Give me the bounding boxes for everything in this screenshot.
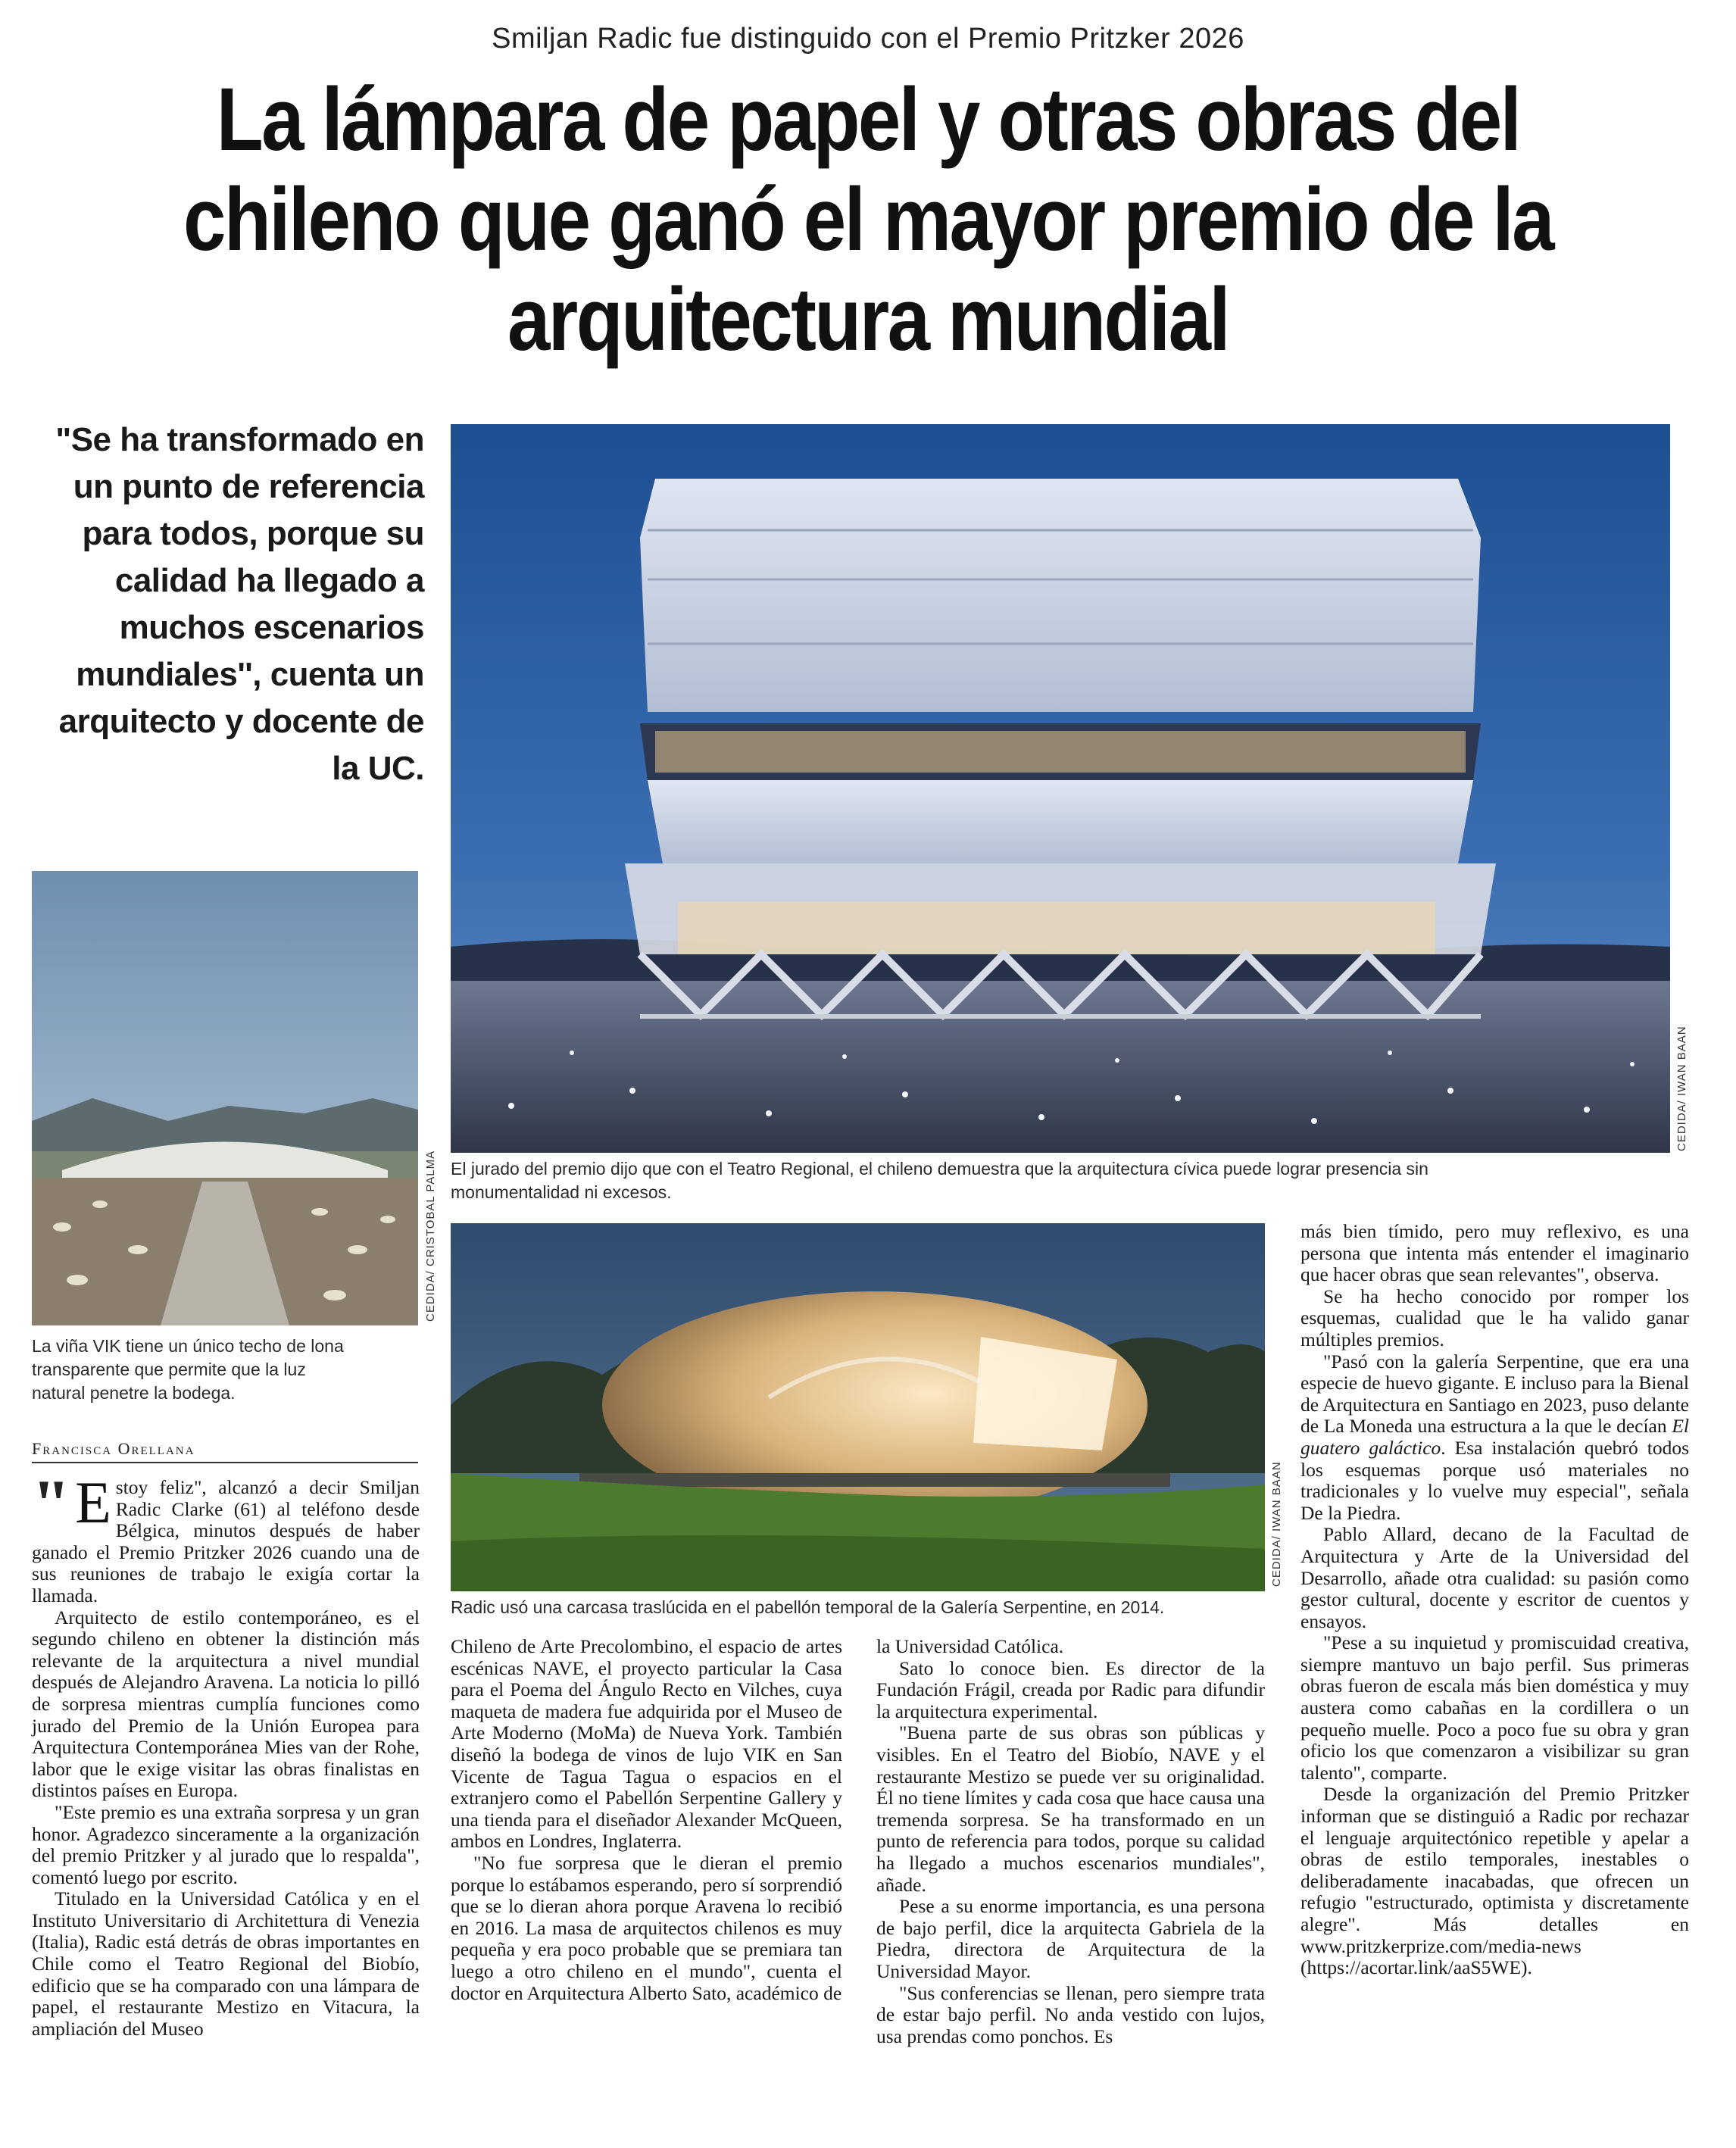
serpentine-photo-caption: Radic usó una carcasa traslúcida en el pabellón temporal de la Galería Serpentine, en 2014. [451, 1597, 1165, 1617]
byline: Francisca Orellana [32, 1439, 418, 1463]
vik-photo-caption: La viña VIK tiene un único techo de lona transparente que permite que la luz natural penetre la bodega. [32, 1336, 344, 1403]
headline: La lámpara de papel y otras obras del chileno que ganó el mayor premio de la arquitectura mundial [183, 70, 1553, 370]
vik-photo-credit: CEDIDA/ CRISTOBAL PALMA [424, 1150, 437, 1322]
paragraph: Arquitecto de estilo contemporáneo, es el segundo chileno en obtener la distinción más relevante de la arquitectura a nivel mundial después de Alejandro Aravena. La noticia lo pilló de sorpresa mientras cumplía funciones como jurado del Premio de la Unión Europea para Arquitectura Contemporánea Mies van der Rohe, labor que le exige visitar las obras finalistas en distintos países en Europa. [32, 1606, 420, 1802]
paragraph: más bien tímido, pero muy reflexivo, es una persona que intenta más entender el imaginario que hacer obras que sean relevantes", observa. [1300, 1220, 1689, 1286]
paragraph: la Universidad Católica. [876, 1635, 1064, 1657]
lead-paragraph: stoy feliz", alcanzó a decir Smiljan Radic Clarke (61) al teléfono desde Bélgica, minutos después de haber ganado el Premio Pritzker 2026 cuando una de sus reuniones de trabajo le exigía cortar la llamada. [32, 1476, 420, 1606]
vik-winery-photo [32, 871, 418, 1325]
serpentine-pavilion-photo [451, 1223, 1265, 1591]
teatro-photo-credit: CEDIDA/ IWAN BAAN [1675, 1026, 1688, 1151]
drop-cap: E [75, 1469, 111, 1535]
paragraph: Pablo Allard, decano de la Facultad de Arquitectura y Arte de la Universidad del Desarrollo, añade otra cualidad: su pasión como gestor cultural, docente y escritor de cuentos y ensayos. [1300, 1523, 1689, 1632]
teatro-regional-photo [451, 424, 1670, 1153]
article-column-4 [1300, 1221, 1689, 1979]
paragraph: "Pasó con la galería Serpentine, que era una especie de huevo gigante. E incluso para la Bienal de Arquitectura en Santiago en 2023, puso delante de La Moneda una estructura a la que le decían El guatero galáctico. Esa instalación quebró todos los esquemas porque usó materiales no tradicionales y lo vuelve muy especial", señala De la Piedra. [1300, 1350, 1689, 1524]
paragraph: "Sus conferencias se llenan, pero siempre trata de estar bajo perfil. No anda vestido con lujos, usa prendas como ponchos. Es [876, 1981, 1265, 2047]
article-column-3 [876, 1636, 1265, 2047]
opening-quote-mark: " [32, 1466, 71, 1543]
pull-quote: "Se ha transformado en un punto de referencia para todos, porque su calidad ha llegado a muchos escenarios mundiales'', cuenta un arquitecto y docente de la UC. [55, 421, 424, 787]
paragraph: Chileno de Arte Precolombino, el espacio de artes escénicas NAVE, el proyecto particular la Casa para el Poema del Ángulo Recto en Vilches, cuya maqueta de madera fue adquirida por el Museo de Arte Moderno (MoMa) de Nueva York. También diseñó la bodega de vinos de lujo VIK en San Vicente de Tagua Tagua o espacios en el extranjero como el Pabellón Serpentine Gallery y una tienda para el diseñador Alexander McQueen, ambos en Londres, Inglaterra. [451, 1635, 842, 1853]
paragraph: Desde la organización del Premio Pritzker informan que se distinguió a Radic por rechazar el lenguaje arquitectónico repetible y apelar a obras de estilo temporales, inestables o deliberadamente inacabadas, que ofrecen un refugio "estructurado, optimista y discretamente alegre". Más detalles en www.pritzkerprize.com/media-news (https://acortar.link/aaS5WE). [1300, 1783, 1689, 1979]
paragraph: Pese a su enorme importancia, es una persona de bajo perfil, dice la arquitecta Gabriela de la Piedra, directora de Arquitectura de la Universidad Mayor. [876, 1895, 1265, 1982]
kicker: Smiljan Radic fue distinguido con el Premio Pritzker 2026 [492, 23, 1244, 55]
serpentine-photo-credit: CEDIDA/ IWAN BAAN [1270, 1461, 1283, 1587]
paragraph: "Este premio es una extraña sorpresa y un gran honor. Agradezco sinceramente a la organización del premio Pritzker y al jurado que lo respalda", comentó luego por escrito. [32, 1800, 420, 1888]
paragraph: "Buena parte de sus obras son públicas y visibles. En el Teatro del Biobío, NAVE y el restaurante Mestizo se puede ver su originalidad. Él no tiene límites y cada cosa que hace causa una tremenda sorpresa. Se ha transformado en un punto de referencia para todos, porque su calidad ha llegado a muchos escenarios mundiales", añade. [876, 1722, 1265, 1896]
article-column-2 [451, 1636, 842, 2004]
installation-name: El guatero galáctico [1300, 1415, 1689, 1459]
article-column-1 [32, 1466, 420, 2040]
paragraph: "No fue sorpresa que le dieran el premio porque lo estábamos esperando, pero sí sorprendió que se lo dieran ahora porque Aravena lo recibió en 2016. La masa de arquitectos chilenos es muy pequeña y era poco probable que se premiara tan luego a otro chileno en el mundo", cuenta el doctor en Arquitectura Alberto Sato, académico de [451, 1851, 842, 2004]
paragraph: Sato lo conoce bien. Es director de la Fundación Frágil, creada por Radic para difundir la arquitectura experimental. [876, 1656, 1265, 1722]
paragraph: Titulado en la Universidad Católica y en el Instituto Universitario di Architettura di Venezia (Italia), Radic está detrás de obras importantes en Chile como el Teatro Regional del Biobío, edificio que se ha comparado con una lámpara de papel, el restaurante Mestizo en Vitacura, la ampliación del Museo [32, 1887, 420, 2040]
paragraph: "Pese a su inquietud y promiscuidad creativa, siempre mantuvo un bajo perfil. Sus primeras obras fueron de escala más bien doméstica y muy austera como cabañas en la cordillera o un pequeño muelle. Poco a poco fue su obra y gran oficio los que comenzaron a visibilizar su gran talento", comparte. [1300, 1631, 1689, 1784]
paragraph: Se ha hecho conocido por romper los esquemas, cualidad que le ha valido ganar múltiples premios. [1300, 1285, 1689, 1350]
teatro-photo-caption: El jurado del premio dijo que con el Teatro Regional, el chileno demuestra que la arquitectura cívica puede lograr presencia sin monumentalidad ni excesos. [451, 1159, 1428, 1202]
